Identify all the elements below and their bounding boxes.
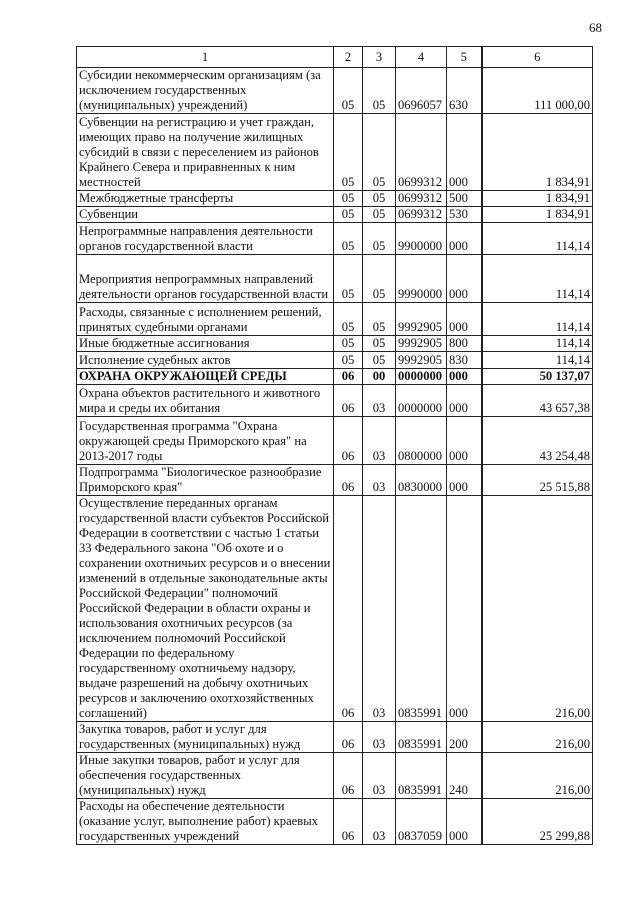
row-name: Субвенции	[77, 207, 334, 223]
section-code: 06	[334, 417, 363, 465]
expense-type-code: 000	[447, 114, 482, 191]
amount: 114,14	[482, 303, 593, 336]
table-row	[77, 799, 593, 845]
expense-type-code: 000	[447, 223, 482, 255]
subsection-code: 05	[363, 114, 396, 191]
subsection-code: 05	[363, 303, 396, 336]
amount: 216,00	[482, 753, 593, 799]
row-name: ОХРАНА ОКРУЖАЮЩЕЙ СРЕДЫ	[77, 369, 334, 385]
table-row	[77, 223, 593, 255]
amount: 111 000,00	[482, 68, 593, 114]
target-article-code: 0830000	[396, 465, 447, 496]
section-code: 05	[334, 191, 363, 207]
table-row	[77, 255, 593, 303]
target-article-code: 0835991	[396, 753, 447, 799]
target-article-code: 0699312	[396, 114, 447, 191]
section-code: 05	[334, 303, 363, 336]
row-name: Межбюджетные трансферты	[77, 191, 334, 207]
section-code: 05	[334, 336, 363, 352]
amount: 216,00	[482, 496, 593, 722]
table-row	[77, 369, 593, 385]
expense-type-code: 530	[447, 207, 482, 223]
row-name: Субвенции на регистрацию и учет граждан, имеющих право на получение жилищных субсидий в связи с переселением из районов Крайнего Севера и приравненных к ним местностей	[77, 114, 334, 191]
subsection-code: 05	[363, 255, 396, 303]
row-name: Подпрограмма "Биологическое разнообразие Приморского края"	[77, 465, 334, 496]
row-name: Исполнение судебных актов	[77, 352, 334, 369]
expense-type-code: 000	[447, 496, 482, 722]
subsection-code: 03	[363, 465, 396, 496]
table-row	[77, 303, 593, 336]
amount: 1 834,91	[482, 114, 593, 191]
target-article-code: 0699312	[396, 191, 447, 207]
expense-type-code: 000	[447, 303, 482, 336]
row-name: Расходы, связанные с исполнением решений, принятых судебными органами	[77, 303, 334, 336]
subsection-code: 05	[363, 336, 396, 352]
target-article-code: 0800000	[396, 417, 447, 465]
subsection-code: 03	[363, 799, 396, 845]
target-article-code: 0696057	[396, 68, 447, 114]
subsection-code: 05	[363, 191, 396, 207]
table-row	[77, 352, 593, 369]
amount: 25 299,88	[482, 799, 593, 845]
expense-type-code: 200	[447, 722, 482, 753]
expense-type-code: 000	[447, 385, 482, 417]
subsection-code: 05	[363, 223, 396, 255]
table-header-row	[77, 47, 593, 68]
table-row	[77, 68, 593, 114]
section-code: 05	[334, 255, 363, 303]
expense-type-code: 830	[447, 352, 482, 369]
row-name: Иные бюджетные ассигнования	[77, 336, 334, 352]
subsection-code: 03	[363, 753, 396, 799]
expense-type-code: 000	[447, 799, 482, 845]
expense-type-code: 500	[447, 191, 482, 207]
subsection-code: 00	[363, 369, 396, 385]
target-article-code: 9992905	[396, 352, 447, 369]
amount: 1 834,91	[482, 207, 593, 223]
section-code: 06	[334, 753, 363, 799]
subsection-code: 03	[363, 385, 396, 417]
target-article-code: 9992905	[396, 336, 447, 352]
amount: 216,00	[482, 722, 593, 753]
table-row	[77, 385, 593, 417]
column-header-6: 6	[482, 47, 593, 68]
expense-type-code: 000	[447, 369, 482, 385]
target-article-code: 0835991	[396, 496, 447, 722]
page-number: 68	[589, 20, 602, 35]
section-code: 06	[334, 465, 363, 496]
target-article-code: 9992905	[396, 303, 447, 336]
section-code: 05	[334, 352, 363, 369]
target-article-code: 0000000	[396, 385, 447, 417]
section-code: 05	[334, 223, 363, 255]
section-code: 06	[334, 385, 363, 417]
table-row	[77, 465, 593, 496]
amount: 43 254,48	[482, 417, 593, 465]
table-row	[77, 496, 593, 722]
section-code: 06	[334, 722, 363, 753]
table-row	[77, 753, 593, 799]
target-article-code: 0837059	[396, 799, 447, 845]
subsection-code: 03	[363, 722, 396, 753]
row-name: Непрограммные направления деятельности органов государственной власти	[77, 223, 334, 255]
amount: 114,14	[482, 336, 593, 352]
amount: 50 137,07	[482, 369, 593, 385]
table-row	[77, 417, 593, 465]
amount: 114,14	[482, 223, 593, 255]
subsection-code: 05	[363, 352, 396, 369]
expense-type-code: 630	[447, 68, 482, 114]
amount: 114,14	[482, 255, 593, 303]
column-header-3: 3	[363, 47, 396, 68]
row-name: Осуществление переданных органам государственной власти субъектов Российской Федерации в соответствии с частью 1 статьи 33 Федерального закона "Об охоте и о сохранении охотничьих ресурсов и о внесении изменений в отдельные законодательные акты Российской Федерации" полномочий Российской Федерации в области охраны и использования охотничьих ресурсов (за исключением полномочий Российской Федерации по федеральному государственному охотничьему надзору, выдаче разрешений на добычу охотничьих ресурсов и заключению охотхозяйственных соглашений)	[77, 496, 334, 722]
expense-type-code: 800	[447, 336, 482, 352]
row-name: Расходы на обеспечение деятельности (оказание услуг, выполнение работ) краевых государственных учреждений	[77, 799, 334, 845]
section-code: 06	[334, 799, 363, 845]
row-name: Субсидии некоммерческим организациям (за исключением государственных (муниципальных) учреждений)	[77, 68, 334, 114]
section-code: 06	[334, 496, 363, 722]
expense-type-code: 000	[447, 465, 482, 496]
section-code: 06	[334, 369, 363, 385]
section-code: 05	[334, 114, 363, 191]
row-name: Закупка товаров, работ и услуг для государственных (муниципальных) нужд	[77, 722, 334, 753]
expense-type-code: 000	[447, 255, 482, 303]
amount: 1 834,91	[482, 191, 593, 207]
subsection-code: 05	[363, 68, 396, 114]
expense-type-code: 240	[447, 753, 482, 799]
table-row	[77, 722, 593, 753]
target-article-code: 9990000	[396, 255, 447, 303]
column-header-4: 4	[396, 47, 447, 68]
target-article-code: 0835991	[396, 722, 447, 753]
budget-table	[76, 46, 593, 845]
amount: 43 657,38	[482, 385, 593, 417]
row-name: Мероприятия непрограммных направлений деятельности органов государственной власти	[77, 255, 334, 303]
target-article-code: 0000000	[396, 369, 447, 385]
column-header-5: 5	[447, 47, 482, 68]
row-name: Государственная программа "Охрана окружающей среды Приморского края" на 2013-2017 годы	[77, 417, 334, 465]
table-row	[77, 114, 593, 191]
target-article-code: 0699312	[396, 207, 447, 223]
row-name: Иные закупки товаров, работ и услуг для обеспечения государственных (муниципальных) нужд	[77, 753, 334, 799]
target-article-code: 9900000	[396, 223, 447, 255]
table-row	[77, 207, 593, 223]
subsection-code: 05	[363, 207, 396, 223]
section-code: 05	[334, 68, 363, 114]
subsection-code: 03	[363, 496, 396, 722]
table-row	[77, 336, 593, 352]
column-header-1: 1	[77, 47, 334, 68]
table-row	[77, 191, 593, 207]
column-header-2: 2	[334, 47, 363, 68]
amount: 114,14	[482, 352, 593, 369]
row-name: Охрана объектов растительного и животного мира и среды их обитания	[77, 385, 334, 417]
section-code: 05	[334, 207, 363, 223]
amount: 25 515,88	[482, 465, 593, 496]
subsection-code: 03	[363, 417, 396, 465]
expense-type-code: 000	[447, 417, 482, 465]
